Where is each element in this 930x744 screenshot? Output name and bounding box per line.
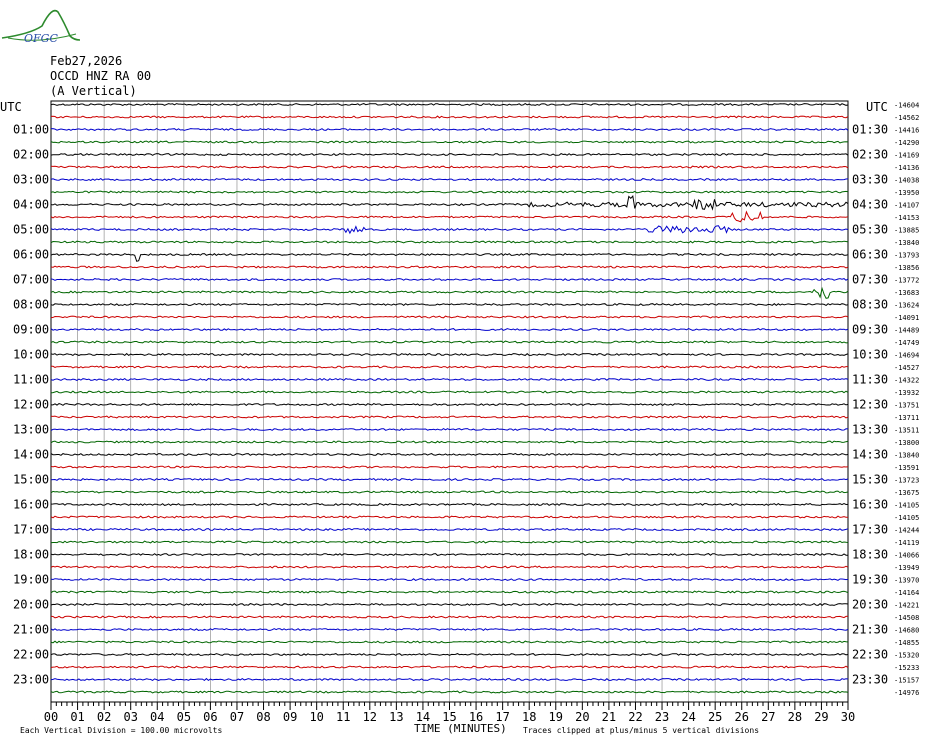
trace-offset-label: -15157: [894, 676, 920, 685]
left-hour-label: 15:00: [13, 472, 50, 487]
trace-offset-label: -13800: [894, 439, 920, 447]
x-tick-label: 16: [468, 710, 484, 724]
trace-offset-label: -14855: [894, 639, 920, 647]
left-hour-label: 16:00: [13, 497, 50, 512]
trace-offset-label: -13772: [894, 276, 920, 285]
trace-offset-label: -14136: [894, 164, 920, 172]
x-tick-label: 22: [628, 710, 643, 724]
trace-offset-label: -15233: [894, 664, 920, 672]
left-hour-label: 19:00: [13, 572, 50, 587]
right-hour-label: 23:30: [852, 672, 889, 687]
x-tick-label: 29: [814, 710, 829, 724]
right-hour-label: 04:30: [852, 197, 889, 212]
trace-offset-label: -14749: [894, 339, 920, 347]
left-hour-label: 05:00: [13, 222, 50, 237]
right-hour-label: 10:30: [852, 347, 889, 362]
trace-offset-label: -13885: [894, 226, 920, 235]
trace-offset-label: -15320: [894, 651, 920, 660]
right-hour-label: 01:30: [852, 122, 889, 137]
left-hour-label: 17:00: [13, 522, 50, 537]
x-tick-label: 20: [575, 710, 590, 724]
x-tick-label: 25: [707, 710, 723, 724]
right-hour-label: 13:30: [852, 422, 889, 437]
left-timezone-label: UTC: [0, 100, 22, 114]
x-tick-label: 02: [96, 710, 112, 724]
trace-offset-label: -14119: [894, 539, 920, 547]
trace-offset-label: -13683: [894, 289, 920, 297]
x-tick-label: 00: [43, 710, 59, 724]
x-axis-title: TIME (MINUTES): [414, 722, 507, 735]
x-tick-label: 27: [761, 710, 776, 724]
left-hour-label: 22:00: [13, 647, 50, 662]
trace-offset-label: -13840: [894, 239, 920, 247]
trace-offset-label: -13932: [894, 389, 920, 397]
x-tick-label: 03: [123, 710, 138, 724]
x-tick-label: 19: [548, 710, 563, 724]
right-hour-label: 21:30: [852, 622, 889, 637]
trace-offset-label: -14489: [894, 326, 920, 335]
right-hour-label: 20:30: [852, 597, 889, 612]
trace-offset-label: -14527: [894, 364, 920, 372]
plot-date: Feb27,2026: [50, 54, 123, 68]
label-group: [13, 102, 919, 725]
x-tick-label: 11: [336, 710, 351, 724]
right-hour-label: 16:30: [852, 497, 889, 512]
x-tick-label: 28: [787, 710, 803, 724]
trace-offset-label: -14169: [894, 151, 920, 160]
trace-offset-label: -14244: [894, 526, 920, 535]
x-tick-label: 13: [389, 710, 404, 724]
x-tick-label: 09: [282, 710, 298, 724]
right-timezone-label: UTC: [866, 100, 888, 114]
trace-offset-label: -14105: [894, 514, 920, 522]
left-hour-label: 04:00: [13, 197, 50, 212]
right-hour-label: 06:30: [852, 247, 889, 262]
trace-offset-label: -14604: [894, 101, 920, 110]
left-hour-label: 03:00: [13, 172, 50, 187]
x-tick-label: 24: [681, 710, 696, 724]
left-hour-label: 12:00: [13, 397, 50, 412]
left-hour-label: 01:00: [13, 122, 50, 137]
trace-offset-label: -13793: [894, 251, 920, 260]
trace-offset-label: -13711: [894, 414, 920, 422]
clip-note: Traces clipped at plus/minus 5 vertical divisions: [523, 726, 760, 735]
x-tick-label: 21: [601, 710, 617, 724]
trace-offset-label: -14107: [894, 201, 920, 210]
left-hour-label: 11:00: [13, 372, 50, 387]
right-hour-label: 19:30: [852, 572, 889, 587]
logo-text: OFGC: [24, 32, 58, 45]
left-hour-label: 02:00: [13, 147, 50, 162]
x-tick-label: 07: [229, 710, 245, 724]
x-tick-label: 30: [840, 710, 856, 724]
x-tick-label: 18: [521, 710, 537, 724]
right-hour-label: 05:30: [852, 222, 889, 237]
left-hour-label: 09:00: [13, 322, 50, 337]
x-tick-label: 14: [415, 710, 431, 724]
x-tick-label: 05: [176, 710, 192, 724]
trace-offset-label: -14105: [894, 501, 920, 510]
division-note: Each Vertical Division = 100.00 microvolts: [20, 726, 223, 735]
left-hour-label: 23:00: [13, 672, 50, 687]
left-hour-label: 10:00: [13, 347, 50, 362]
trace-offset-label: -14562: [894, 114, 920, 122]
trace-offset-label: -13970: [894, 576, 920, 585]
right-hour-label: 02:30: [852, 147, 889, 162]
right-hour-label: 18:30: [852, 547, 889, 562]
left-hour-label: 13:00: [13, 422, 50, 437]
left-hour-label: 18:00: [13, 547, 50, 562]
x-tick-label: 08: [256, 710, 271, 724]
trace-offset-label: -14694: [894, 351, 920, 360]
left-hour-label: 08:00: [13, 297, 50, 312]
right-hour-label: 14:30: [852, 447, 889, 462]
x-tick-label: 12: [362, 710, 378, 724]
trace-offset-label: -13840: [894, 451, 920, 460]
trace-offset-label: -14976: [894, 689, 920, 697]
left-hour-label: 21:00: [13, 622, 50, 637]
x-tick-label: 17: [495, 710, 510, 724]
left-hour-label: 14:00: [13, 447, 50, 462]
right-hour-label: 15:30: [852, 472, 889, 487]
trace-offset-label: -14221: [894, 601, 920, 610]
x-tick-label: 10: [309, 710, 324, 724]
right-hour-label: 09:30: [852, 322, 889, 337]
right-hour-label: 08:30: [852, 297, 889, 312]
right-hour-label: 03:30: [852, 172, 889, 187]
station-code: OCCD HNZ RA 00: [50, 69, 152, 83]
x-tick-label: 06: [203, 710, 218, 724]
x-tick-label: 04: [150, 710, 165, 724]
right-hour-label: 07:30: [852, 272, 889, 287]
x-tick-label: 15: [442, 710, 457, 724]
trace-offset-label: -14416: [894, 126, 920, 135]
x-tick-label: 26: [734, 710, 749, 724]
right-hour-label: 12:30: [852, 397, 889, 412]
trace-offset-label: -13723: [894, 476, 920, 485]
trace-offset-label: -14066: [894, 551, 920, 560]
trace-offset-label: -13624: [894, 301, 920, 310]
trace-offset-label: -14508: [894, 614, 920, 622]
right-hour-label: 22:30: [852, 647, 889, 662]
trace-offset-label: -14164: [894, 589, 920, 597]
right-hour-label: 17:30: [852, 522, 889, 537]
trace-offset-label: -14322: [894, 376, 920, 385]
trace-offset-label: -14038: [894, 176, 920, 185]
x-tick-label: 01: [70, 710, 85, 724]
left-hour-label: 20:00: [13, 597, 50, 612]
trace-offset-label: -13856: [894, 264, 920, 272]
left-hour-label: 06:00: [13, 247, 50, 262]
trace-offset-label: -13950: [894, 189, 920, 197]
component-label: (A Vertical): [50, 84, 137, 98]
trace-offset-label: -13751: [894, 401, 920, 410]
trace-offset-label: -14091: [894, 314, 920, 322]
left-hour-label: 07:00: [13, 272, 50, 287]
trace-offset-label: -14153: [894, 214, 920, 222]
x-tick-label: 23: [654, 710, 670, 724]
trace-offset-label: -13591: [894, 464, 920, 472]
trace-offset-label: -13511: [894, 426, 920, 435]
right-hour-label: 11:30: [852, 372, 889, 387]
trace-offset-label: -14290: [894, 139, 920, 147]
trace-offset-label: -13949: [894, 564, 920, 572]
trace-offset-label: -13675: [894, 489, 920, 497]
trace-offset-label: -14680: [894, 626, 920, 635]
